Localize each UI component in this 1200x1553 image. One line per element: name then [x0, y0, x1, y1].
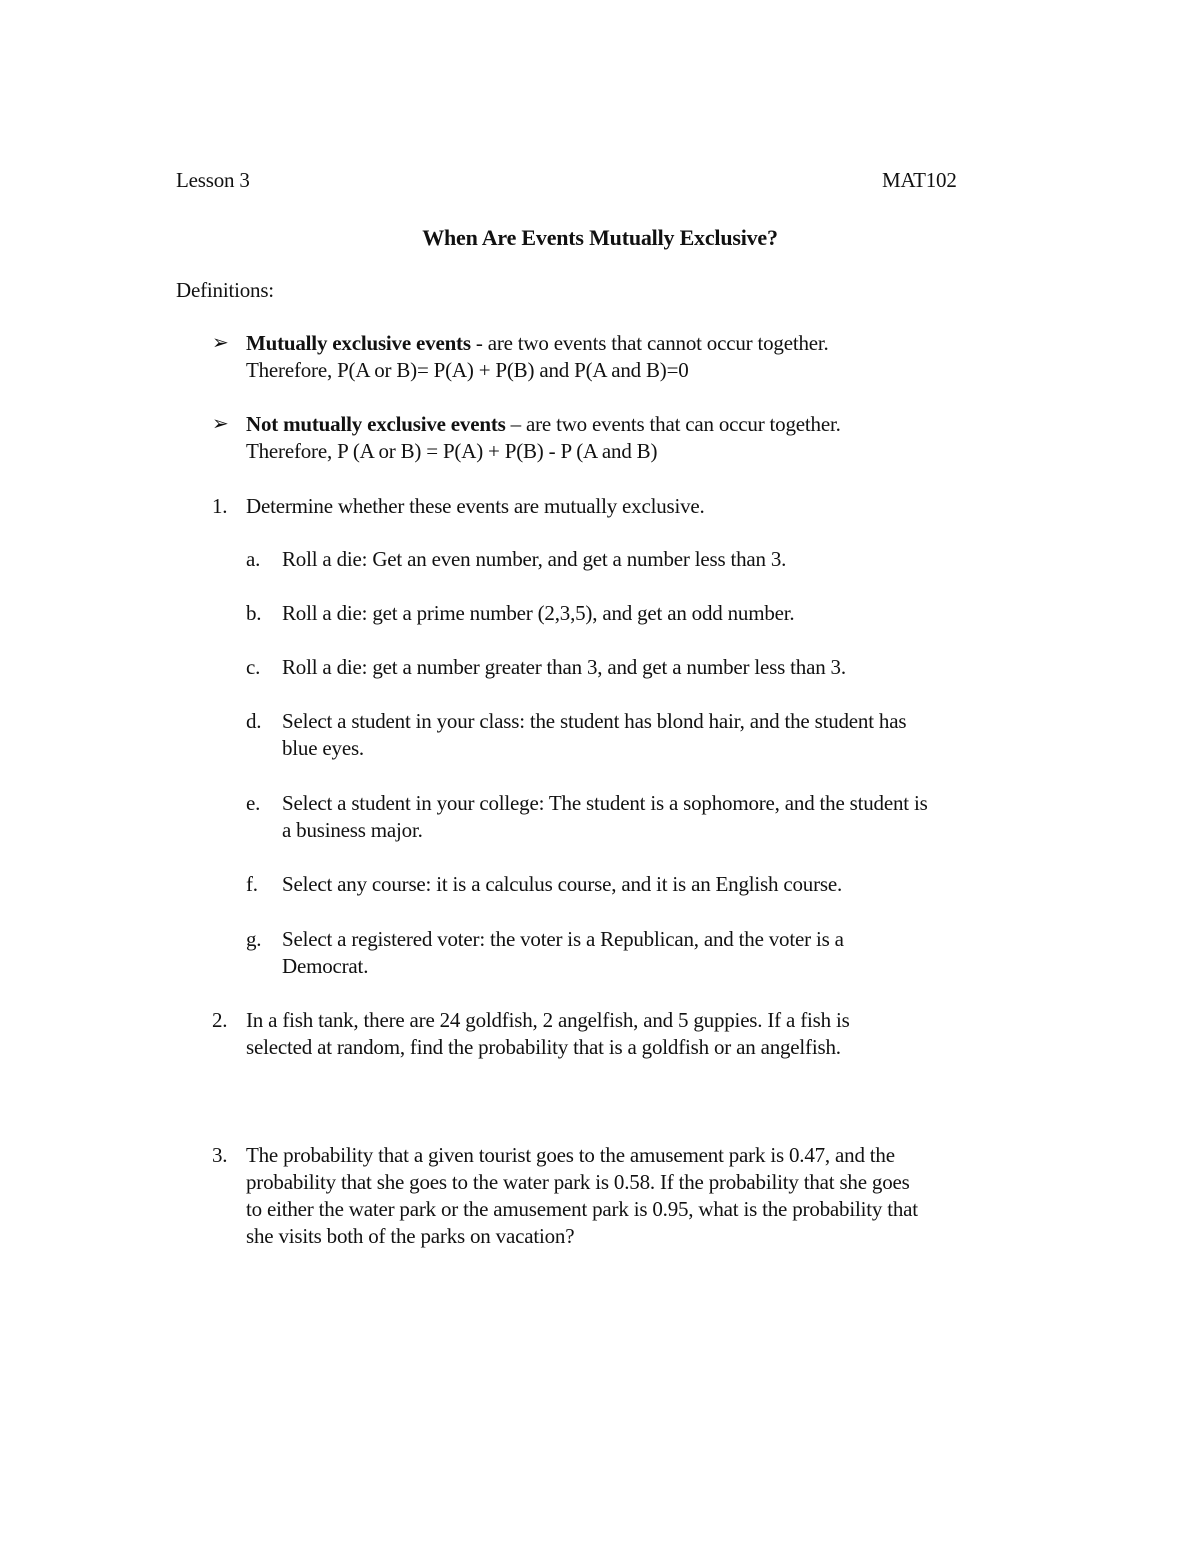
definitions-label: Definitions:	[176, 278, 274, 302]
item-letter: e.	[246, 791, 261, 815]
item-letter: c.	[246, 655, 261, 679]
item-text: Democrat.	[282, 954, 369, 978]
item-text: Roll a die: Get an even number, and get a number less than 3.	[282, 547, 787, 571]
definition-item	[246, 411, 841, 438]
definition-text: – are two events that can occur together.	[505, 412, 841, 436]
item-text: Roll a die: get a number greater than 3, and get a number less than 3.	[282, 655, 846, 679]
question-text: Determine whether these events are mutually exclusive.	[246, 494, 705, 518]
item-text: Roll a die: get a prime number (2,3,5), and get an odd number.	[282, 601, 795, 625]
item-letter: a.	[246, 547, 261, 571]
definition-formula: Therefore, P (A or B) = P(A) + P(B) - P (A and B)	[246, 439, 658, 463]
question-number: 2.	[212, 1008, 228, 1032]
definition-formula: Therefore, P(A or B)= P(A) + P(B) and P(A and B)=0	[246, 358, 689, 382]
definition-term: Not mutually exclusive events	[246, 412, 506, 436]
item-letter: f.	[246, 872, 258, 896]
arrow-bullet-icon: ➢	[212, 413, 229, 435]
lesson-label: Lesson 3	[176, 168, 250, 192]
item-text: a business major.	[282, 818, 423, 842]
question-number: 3.	[212, 1143, 228, 1167]
question-text: she visits both of the parks on vacation?	[246, 1224, 575, 1248]
question-text: selected at random, find the probability that is a goldfish or an angelfish.	[246, 1035, 841, 1059]
question-number: 1.	[212, 494, 228, 518]
item-letter: b.	[246, 601, 262, 625]
question-text: In a fish tank, there are 24 goldfish, 2 angelfish, and 5 guppies. If a fish is	[246, 1008, 850, 1032]
definition-item	[246, 330, 829, 357]
question-text: probability that she goes to the water park is 0.58. If the probability that she goes	[246, 1170, 910, 1194]
arrow-bullet-icon: ➢	[212, 332, 229, 354]
item-text: Select any course: it is a calculus course, and it is an English course.	[282, 872, 843, 896]
question-text: to either the water park or the amusement park is 0.95, what is the probability that	[246, 1197, 918, 1221]
definition-term: Mutually exclusive events	[246, 331, 471, 355]
page-title: When Are Events Mutually Exclusive?	[422, 225, 778, 250]
item-text: blue eyes.	[282, 736, 364, 760]
item-text: Select a student in your college: The student is a sophomore, and the student is	[282, 791, 928, 815]
definition-text: - are two events that cannot occur together.	[470, 331, 829, 355]
course-code: MAT102	[882, 168, 957, 192]
item-letter: g.	[246, 927, 262, 951]
question-text: The probability that a given tourist goes to the amusement park is 0.47, and the	[246, 1143, 895, 1167]
item-text: Select a registered voter: the voter is a Republican, and the voter is a	[282, 927, 844, 951]
item-letter: d.	[246, 709, 262, 733]
item-text: Select a student in your class: the student has blond hair, and the student has	[282, 709, 907, 733]
